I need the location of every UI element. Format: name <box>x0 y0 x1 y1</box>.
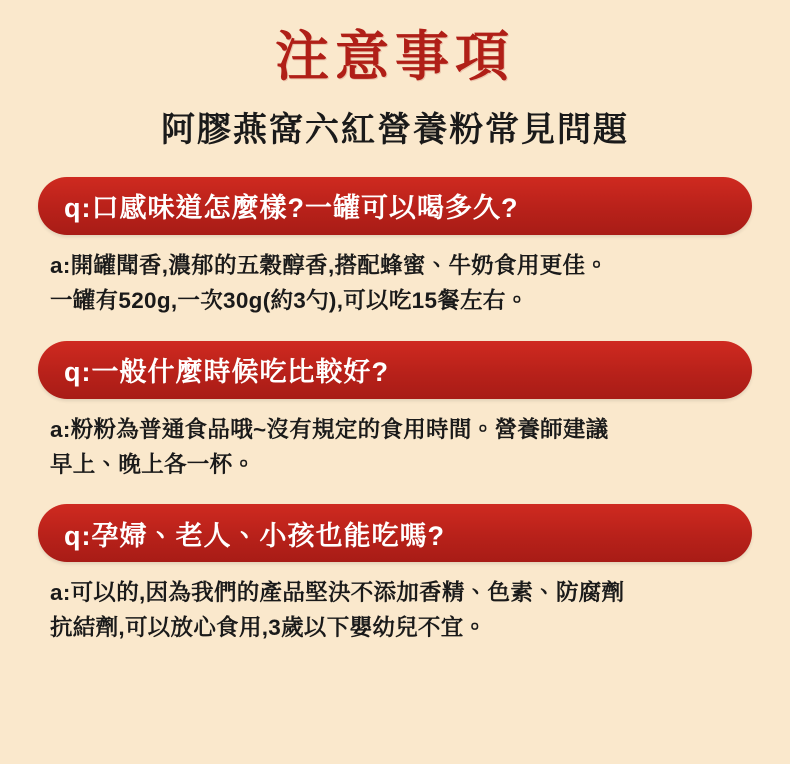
faq-answer <box>50 576 752 646</box>
faq-item <box>38 504 752 646</box>
faq-answer-line: 一罐有520g,一次30g(約3勺),可以吃15餐左右。 <box>50 287 529 313</box>
faq-question-bar: q:口感味道怎麼樣?一罐可以喝多久? <box>38 177 752 235</box>
faq-question-bar: q:一般什麼時候吃比較好? <box>38 341 752 399</box>
faq-answer-line: a:粉粉為普通食品哦~沒有規定的食用時間。營養師建議 <box>50 416 609 442</box>
faq-answer-line: a:開罐聞香,濃郁的五穀醇香,搭配蜂蜜、牛奶食用更佳。 <box>50 252 609 278</box>
page-title: 注意事項 <box>275 27 515 87</box>
faq-answer <box>50 249 752 319</box>
faq-answer <box>50 413 752 483</box>
faq-item <box>38 341 752 483</box>
faq-list <box>0 177 790 646</box>
faq-answer-line: 早上、晚上各一杯。 <box>50 451 256 477</box>
faq-item <box>38 177 752 319</box>
page-subtitle: 阿膠燕窩六紅營養粉常見問題 <box>161 111 629 150</box>
faq-answer-line: 抗結劑,可以放心食用,3歲以下嬰幼兒不宜。 <box>50 615 487 641</box>
faq-answer-line: a:可以的,因為我們的產品堅決不添加香精、色素、防腐劑 <box>50 580 625 606</box>
faq-question-bar: q:孕婦、老人、小孩也能吃嗎? <box>38 504 752 562</box>
